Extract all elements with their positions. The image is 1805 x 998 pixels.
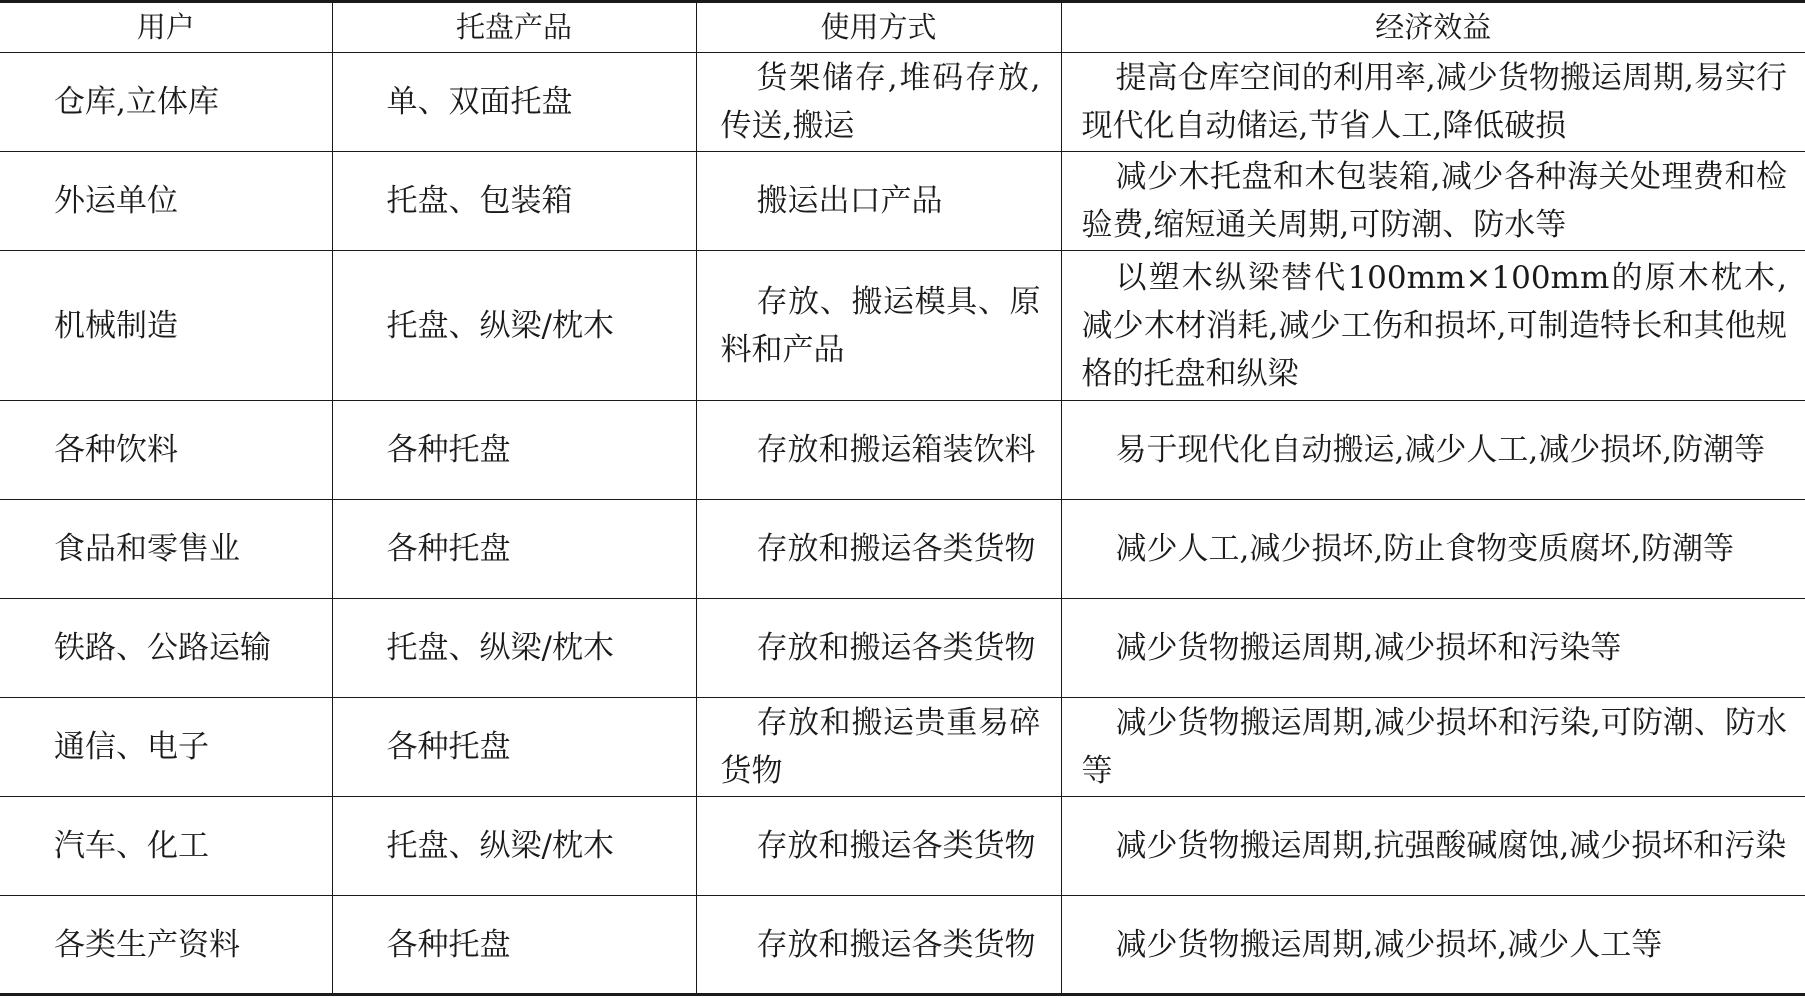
table-row <box>0 251 1805 401</box>
cell-usage: 搬运出口产品 <box>696 152 1061 251</box>
table-row <box>0 797 1805 896</box>
cell-benefit: 易于现代化自动搬运,减少人工,减少损坏,防潮等 <box>1061 401 1805 500</box>
cell-benefit: 减少货物搬运周期,抗强酸碱腐蚀,减少损坏和污染 <box>1061 797 1805 896</box>
cell-user: 铁路、公路运输 <box>0 599 332 698</box>
cell-user: 食品和零售业 <box>0 500 332 599</box>
cell-benefit: 减少木托盘和木包装箱,减少各种海关处理费和检验费,缩短通关周期,可防潮、防水等 <box>1061 152 1805 251</box>
cell-product: 单、双面托盘 <box>332 53 696 152</box>
cell-usage: 存放和搬运各类货物 <box>696 896 1061 995</box>
cell-benefit: 减少货物搬运周期,减少损坏,减少人工等 <box>1061 896 1805 995</box>
cell-user: 各类生产资料 <box>0 896 332 995</box>
header-user: 用户 <box>0 2 332 53</box>
cell-usage: 存放和搬运各类货物 <box>696 500 1061 599</box>
table-row <box>0 152 1805 251</box>
header-usage: 使用方式 <box>696 2 1061 53</box>
cell-user: 各种饮料 <box>0 401 332 500</box>
table-row <box>0 896 1805 995</box>
table-header <box>0 2 1805 53</box>
cell-benefit: 减少货物搬运周期,减少损坏和污染等 <box>1061 599 1805 698</box>
header-row <box>0 2 1805 53</box>
cell-benefit: 以塑木纵梁替代100mm×100mm的原木枕木,减少木材消耗,减少工伤和损坏,可制造特长和其他规格的托盘和纵梁 <box>1061 251 1805 401</box>
cell-user: 仓库,立体库 <box>0 53 332 152</box>
cell-product: 托盘、纵梁/枕木 <box>332 251 696 401</box>
cell-benefit: 减少人工,减少损坏,防止食物变质腐坏,防潮等 <box>1061 500 1805 599</box>
cell-usage: 存放和搬运箱装饮料 <box>696 401 1061 500</box>
table-row <box>0 698 1805 797</box>
cell-benefit: 减少货物搬运周期,减少损坏和污染,可防潮、防水等 <box>1061 698 1805 797</box>
cell-user: 外运单位 <box>0 152 332 251</box>
cell-product: 各种托盘 <box>332 896 696 995</box>
cell-product: 各种托盘 <box>332 698 696 797</box>
cell-user: 汽车、化工 <box>0 797 332 896</box>
cell-benefit: 提高仓库空间的利用率,减少货物搬运周期,易实行现代化自动储运,节省人工,降低破损 <box>1061 53 1805 152</box>
cell-product: 托盘、纵梁/枕木 <box>332 797 696 896</box>
cell-product: 各种托盘 <box>332 401 696 500</box>
cell-usage: 存放和搬运贵重易碎货物 <box>696 698 1061 797</box>
table-row <box>0 401 1805 500</box>
header-economic-benefit: 经济效益 <box>1061 2 1805 53</box>
cell-usage: 存放、搬运模具、原料和产品 <box>696 251 1061 401</box>
table-row <box>0 500 1805 599</box>
table-row <box>0 599 1805 698</box>
cell-user: 通信、电子 <box>0 698 332 797</box>
table-row <box>0 53 1805 152</box>
cell-usage: 货架储存,堆码存放,传送,搬运 <box>696 53 1061 152</box>
cell-user: 机械制造 <box>0 251 332 401</box>
cell-product: 托盘、纵梁/枕木 <box>332 599 696 698</box>
cell-usage: 存放和搬运各类货物 <box>696 797 1061 896</box>
cell-usage: 存放和搬运各类货物 <box>696 599 1061 698</box>
table-body <box>0 53 1805 995</box>
cell-product: 各种托盘 <box>332 500 696 599</box>
header-pallet-product: 托盘产品 <box>332 2 696 53</box>
cell-product: 托盘、包装箱 <box>332 152 696 251</box>
